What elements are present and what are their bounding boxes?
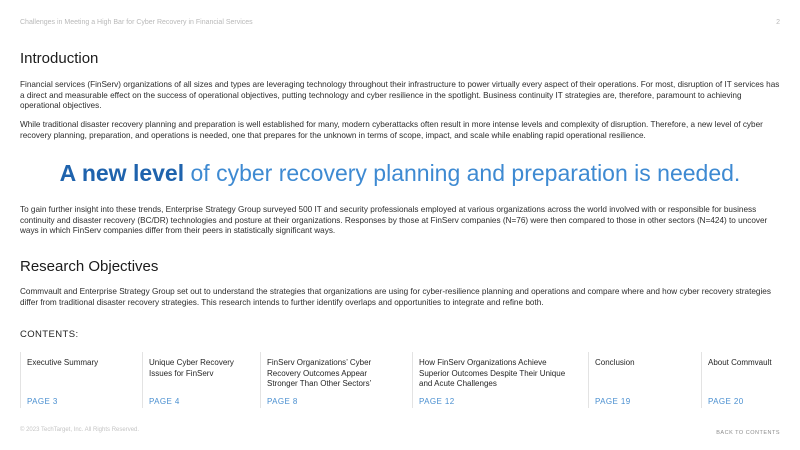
back-to-contents-link[interactable]: BACK TO CONTENTS xyxy=(716,430,780,436)
table-of-contents xyxy=(0,352,800,408)
research-objectives-heading: Research Objectives xyxy=(20,258,159,275)
toc-item-finserv-outcomes[interactable] xyxy=(260,352,412,408)
contents-label: CONTENTS: xyxy=(20,329,79,340)
toc-item-page-link[interactable]: PAGE 8 xyxy=(267,397,298,406)
research-paragraph: Commvault and Enterprise Strategy Group set out to understand the strategies that organizations are using for cyber-resilience planning and operations and compare where and how cyber recovery strategies differ from traditional disaster recovery strategies. This research intends to further identify overlaps and opportunities to integrate and refine both. xyxy=(20,287,771,307)
toc-item-page-link[interactable]: PAGE 19 xyxy=(595,397,631,406)
intro-paragraph-3: To gain further insight into these trends, Enterprise Strategy Group surveyed 500 IT and security professionals employed at various organizations across the world involved with or responsible for business continuity and disaster recovery (BC/DR) technologies and posture at their organizations. Responses by those at FinServ companies (N=76) were then compared to those in other sectors (N=424) to uncover ways in which FinServ companies differ from their peers in statistically significant ways. xyxy=(20,205,768,236)
copyright-text: © 2023 TechTarget, Inc. All Rights Reserved. xyxy=(20,427,140,433)
toc-item-page-link[interactable]: PAGE 3 xyxy=(27,397,58,406)
toc-item-page-link[interactable]: PAGE 4 xyxy=(149,397,180,406)
toc-item-unique-cyber-recovery[interactable] xyxy=(142,352,260,408)
toc-item-title: FinServ Organizations’ Cyber Recovery Outcomes Appear Stronger Than Other Sectors’ xyxy=(267,358,372,388)
pull-quote-emphasis: A new level xyxy=(59,160,185,186)
toc-item-about-commvault[interactable] xyxy=(701,352,790,408)
intro-paragraph-1: Financial services (FinServ) organizations of all sizes and types are leveraging technology throughout their infrastructure to power virtually every aspect of their operations. For most, disruption of IT services has a direct and measurable effect on the success of operational objectives, putting technology and cyber resilience in the spotlight. Business continuity IT strategies are, therefore, paramount to achieving operational objectives. xyxy=(20,80,780,111)
toc-item-title: How FinServ Organizations Achieve Superior Outcomes Despite Their Unique and Acute Challenges xyxy=(419,358,566,388)
toc-item-conclusion[interactable] xyxy=(588,352,701,408)
intro-paragraph-2: While traditional disaster recovery planning and preparation is well established for many, modern cyberattacks often result in more intense levels and complexity of disruption. Therefore, a new level of cyber recovery planning, preparation, and operations is needed, one that prepares for the unknown in terms of scope, impact, and scale while enabling rapid operational resilience. xyxy=(20,120,763,140)
introduction-heading: Introduction xyxy=(20,50,99,67)
toc-item-page-link[interactable]: PAGE 20 xyxy=(708,397,744,406)
toc-item-executive-summary[interactable] xyxy=(20,352,142,408)
toc-item-title: Executive Summary xyxy=(27,358,99,367)
toc-item-title: Unique Cyber Recovery Issues for FinServ xyxy=(149,358,234,378)
toc-item-title: About Commvault xyxy=(708,358,772,367)
toc-item-page-link[interactable]: PAGE 12 xyxy=(419,397,455,406)
toc-item-superior-outcomes[interactable] xyxy=(412,352,588,408)
page-number: 2 xyxy=(776,19,780,26)
pull-quote xyxy=(0,158,800,188)
pull-quote-text: of cyber recovery planning and preparation is needed. xyxy=(184,160,741,186)
running-header xyxy=(20,19,780,26)
running-title: Challenges in Meeting a High Bar for Cyber Recovery in Financial Services xyxy=(20,19,253,26)
toc-item-title: Conclusion xyxy=(595,358,635,367)
